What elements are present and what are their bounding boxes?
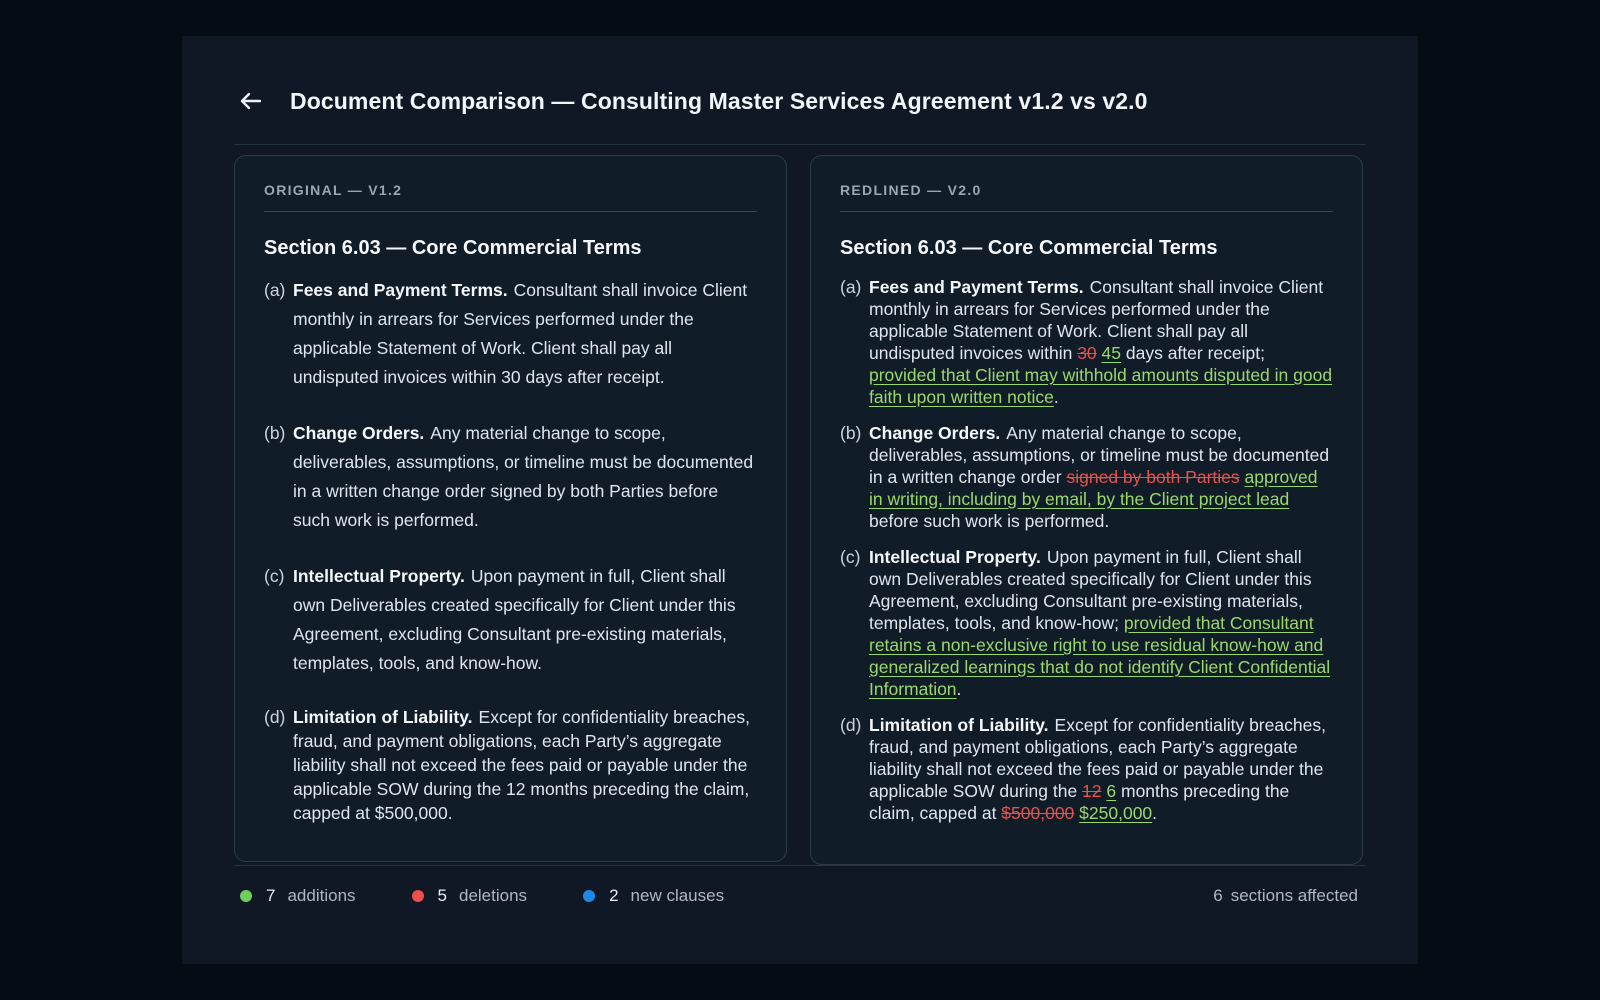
deletion: signed by both Parties — [1066, 467, 1240, 487]
clause-heading: Change Orders. — [869, 423, 1001, 443]
clause-letter: (b) — [264, 423, 286, 443]
original-panel — [234, 155, 787, 862]
clause-text: . — [1152, 803, 1158, 823]
clause-a — [264, 276, 758, 392]
deletion: 30 — [1077, 343, 1097, 363]
new-clauses-stat — [577, 886, 724, 906]
new-clauses-label: new clauses — [630, 886, 725, 905]
clause-heading: Fees and Payment Terms. — [869, 277, 1084, 297]
blue-dot-icon — [583, 890, 595, 902]
clause-text: Upon payment in full, Client shall own Deliverables created specifically for Client under this Agreement, excluding Consultant pre-existing materials, templates, tools, and know-how. — [293, 566, 736, 673]
clause-heading: Intellectual Property. — [869, 547, 1041, 567]
clause-text: months preceding the claim, capped at — [869, 781, 1290, 823]
page-title: Document Comparison — Consulting Master Services Agreement v1.2 vs v2.0 — [290, 87, 1148, 114]
header — [234, 76, 1366, 145]
clause-d — [264, 705, 758, 825]
clause-heading: Limitation of Liability. — [293, 707, 473, 727]
deletion: 12 — [1082, 781, 1102, 801]
clause-heading: Change Orders. — [293, 423, 425, 443]
clause-letter: (a) — [840, 277, 862, 297]
comparison-window — [182, 36, 1418, 964]
clause-text: before such work is performed. — [869, 511, 1110, 531]
addition: 6 — [1106, 781, 1117, 801]
arrow-left-icon — [239, 92, 261, 110]
addition: provided that Client may withhold amounts disputed in good faith upon written notice — [869, 365, 1333, 407]
additions-label: additions — [287, 886, 356, 905]
clause-text: Except for confidentiality breaches, fraud, and payment obligations, each Party’s aggregate liability shall not exceed the fees paid or payable under the applicable SOW during the — [869, 715, 1326, 801]
clause-c — [264, 562, 758, 678]
redlined-panel — [810, 155, 1363, 865]
clause-b — [264, 419, 758, 535]
addition: $250,000 — [1079, 803, 1153, 823]
panel-label: REDLINED — V2.0 — [840, 182, 1333, 212]
clause-text: Consultant shall invoice Client monthly in arrears for Services performed under the applicable Statement of Work. Client shall pay all undisputed invoices within 30 days after receipt. — [293, 280, 748, 387]
clause-text: Except for confidentiality breaches, fraud, and payment obligations, each Party’s aggregate liability shall not exceed the fees paid or payable under the applicable SOW during the 12 months preceding the claim, capped at $500,000. — [293, 707, 750, 823]
clause-letter: (c) — [840, 547, 861, 567]
deletions-count: 5 — [437, 886, 447, 905]
clause-c — [840, 546, 1334, 700]
back-button[interactable] — [236, 87, 264, 115]
clause-text: Consultant shall invoice Client monthly in arrears for Services performed under the applicable Statement of Work. Client shall pay all undisputed invoices within — [869, 277, 1324, 363]
additions-stat — [234, 886, 356, 906]
clause-heading: Fees and Payment Terms. — [293, 280, 508, 300]
sections-affected-count: 6 — [1213, 886, 1223, 905]
red-dot-icon — [412, 890, 424, 902]
clause-letter: (d) — [264, 707, 286, 727]
addition: 45 — [1101, 343, 1121, 363]
deletion: $500,000 — [1001, 803, 1075, 823]
deletions-stat — [406, 886, 528, 906]
change-summary-bar — [234, 865, 1366, 926]
clause-a — [840, 276, 1334, 408]
clause-text: . — [1053, 387, 1059, 407]
clause-text: days after receipt; — [1121, 343, 1265, 363]
clause-text: . — [956, 679, 962, 699]
clause-d — [840, 714, 1334, 824]
panel-label: ORIGINAL — V1.2 — [264, 182, 757, 212]
clause-text: Upon payment in full, Client shall own Deliverables created specifically for Client under this Agreement, excluding Consultant pre-existing materials, templates, tools, and know-how; — [869, 547, 1312, 633]
clause-list — [264, 276, 758, 852]
clause-letter: (c) — [264, 566, 285, 586]
new-clauses-count: 2 — [609, 886, 619, 905]
clause-heading: Intellectual Property. — [293, 566, 465, 586]
clause-b — [840, 422, 1334, 532]
clause-text: Any material change to scope, deliverables, assumptions, or timeline must be documented in a written change order signed by both Parties before such work is performed. — [293, 423, 754, 530]
sections-affected — [1213, 886, 1358, 906]
clause-letter: (d) — [840, 715, 862, 735]
section-title: Section 6.03 — Core Commercial Terms — [264, 237, 642, 259]
sections-affected-label: sections affected — [1230, 886, 1358, 905]
clause-letter: (a) — [264, 280, 286, 300]
deletions-label: deletions — [459, 886, 528, 905]
section-title: Section 6.03 — Core Commercial Terms — [840, 237, 1218, 259]
clause-letter: (b) — [840, 423, 862, 443]
clause-list — [840, 276, 1334, 838]
addition: approved in writing, including by email, by the Client project lead — [869, 467, 1318, 509]
addition: provided that Consultant retains a non-exclusive right to use residual know-how and generalized learnings that do not identify Client Confidential Information — [869, 613, 1331, 699]
green-dot-icon — [240, 890, 252, 902]
clause-heading: Limitation of Liability. — [869, 715, 1049, 735]
additions-count: 7 — [266, 886, 276, 905]
clause-text: Any material change to scope, deliverables, assumptions, or timeline must be documented in a written change order — [869, 423, 1330, 487]
